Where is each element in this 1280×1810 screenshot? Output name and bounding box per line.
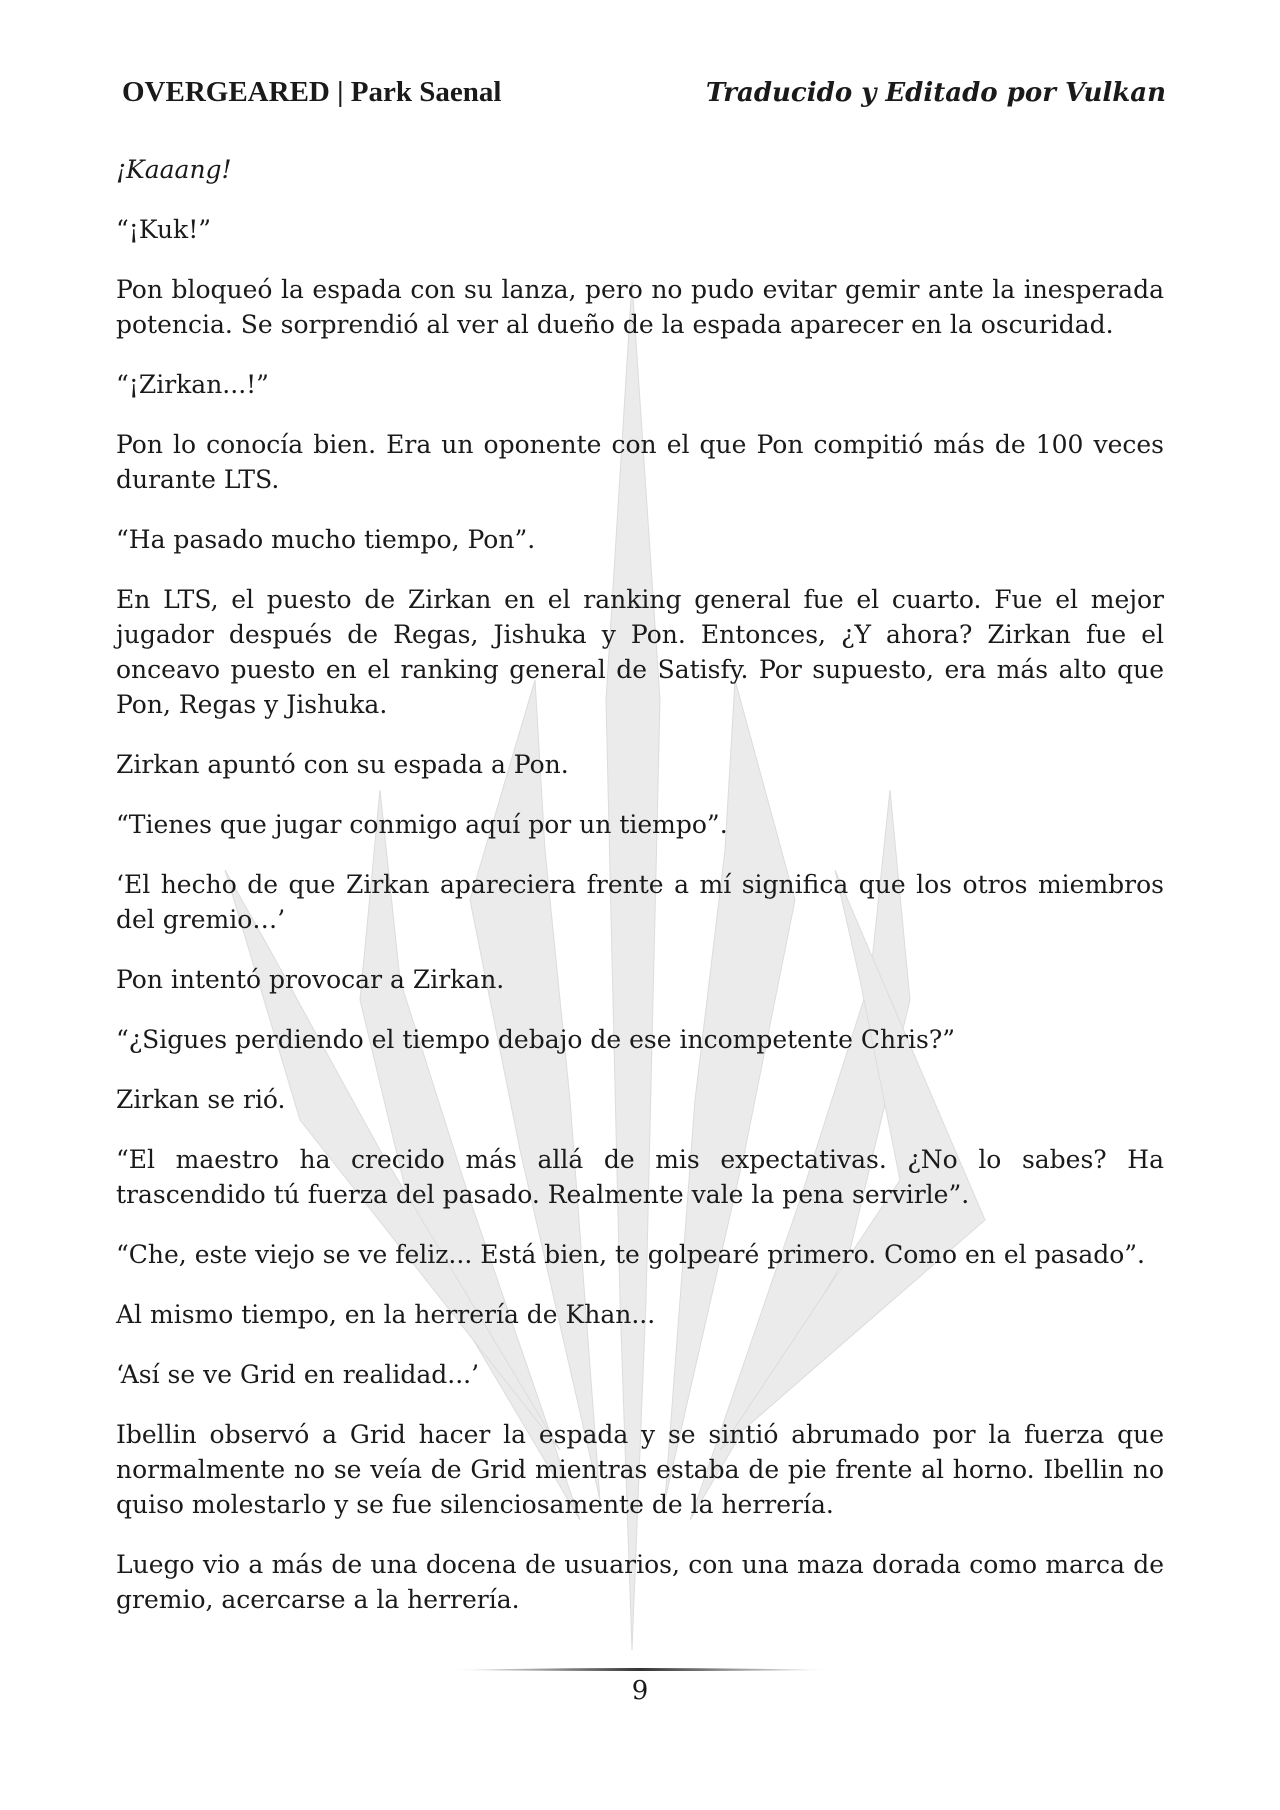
paragraph: ¡Kaaang! — [116, 155, 232, 184]
paragraph: Zirkan apuntó con su espada a Pon. — [116, 750, 569, 779]
page-header — [122, 76, 1166, 109]
paragraph: Ibellin observó a Grid hacer la espada y se sintió abrumado por la fuerza que normalmente no se veía de Grid mientras estaba de pie frente al horno. Ibellin no quiso molestarlo y se fue silenciosamente de la herrería. — [116, 1420, 1164, 1519]
paragraph: ‘El hecho de que Zirkan apareciera frente a mí significa que los otros miembros del gremio…’ — [116, 870, 1164, 934]
paragraph: Luego vio a más de una docena de usuarios, con una maza dorada como marca de gremio, acercarse a la herrería. — [116, 1550, 1164, 1614]
paragraph: Pon bloqueó la espada con su lanza, pero no pudo evitar gemir ante la inesperada potencia. Se sorprendió al ver al dueño de la espada aparecer en la oscuridad. — [116, 275, 1164, 339]
book-title: OVERGEARED | Park Saenal — [122, 76, 502, 108]
translator-credit: Traducido y Editado por Vulkan — [705, 78, 1166, 108]
footer-divider — [450, 1665, 830, 1675]
paragraph: ‘Así se ve Grid en realidad...’ — [116, 1360, 480, 1389]
paragraph: “¡Kuk!” — [116, 215, 212, 244]
paragraph: “Che, este viejo se ve feliz... Está bien, te golpearé primero. Como en el pasado”. — [116, 1240, 1146, 1269]
page-number: 9 — [631, 1676, 649, 1706]
paragraph: “El maestro ha crecido más allá de mis expectativas. ¿No lo sabes? Ha trascendido tú fuerza del pasado. Realmente vale la pena servirle”. — [116, 1145, 1164, 1209]
paragraph: “Tienes que jugar conmigo aquí por un tiempo”. — [116, 810, 728, 839]
paragraph: “¿Sigues perdiendo el tiempo debajo de ese incompetente Chris?” — [116, 1025, 956, 1054]
paragraph: “Ha pasado mucho tiempo, Pon”. — [116, 525, 536, 554]
paragraph: “¡Zirkan...!” — [116, 370, 269, 399]
chapter-body — [116, 152, 1164, 1642]
paragraph: Al mismo tiempo, en la herrería de Khan... — [116, 1300, 656, 1329]
paragraph: En LTS, el puesto de Zirkan en el ranking general fue el cuarto. Fue el mejor jugador después de Regas, Jishuka y Pon. Entonces, ¿Y ahora? Zirkan fue el onceavo puesto en el ranking general de Satisfy. Por supuesto, era más alto que Pon, Regas y Jishuka. — [116, 585, 1164, 719]
paragraph: Pon lo conocía bien. Era un oponente con el que Pon compitió más de 100 veces durante LTS. — [116, 430, 1164, 494]
paragraph: Pon intentó provocar a Zirkan. — [116, 965, 505, 994]
paragraph: Zirkan se rió. — [116, 1085, 286, 1114]
